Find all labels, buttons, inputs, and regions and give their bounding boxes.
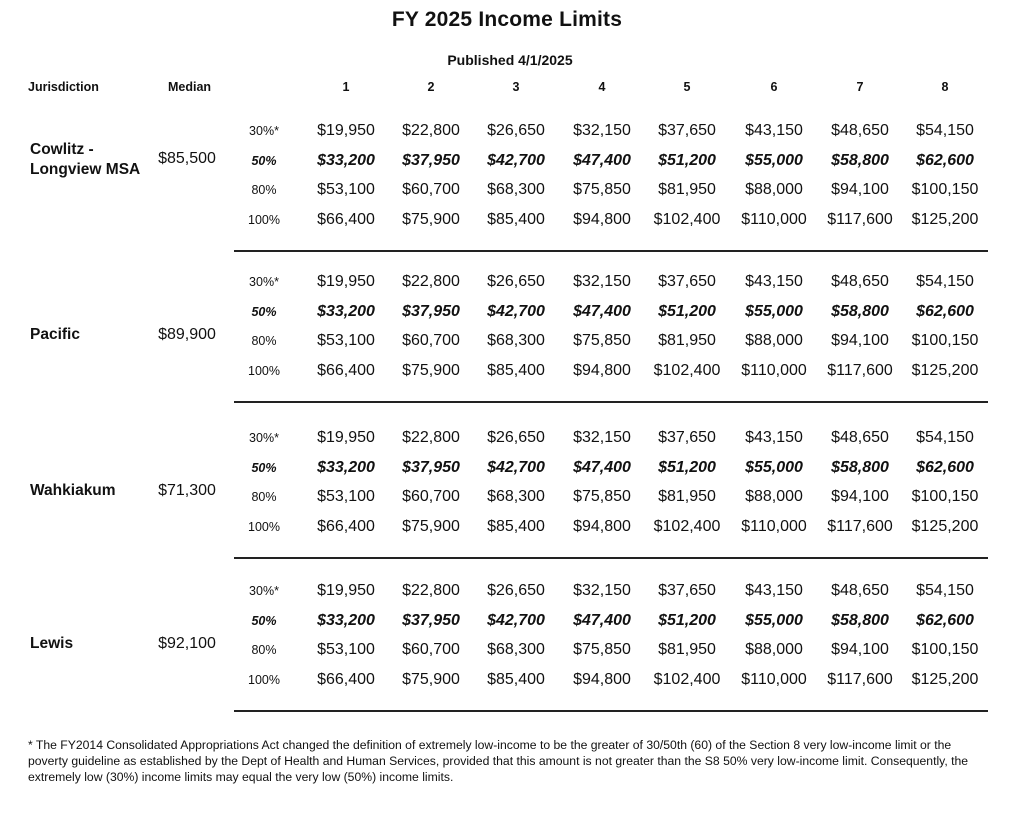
income-limit-cell: $68,300 [487,488,545,505]
income-limit-cell: $33,200 [317,302,375,320]
income-limit-cell: $110,000 [741,670,807,688]
income-limit-cell: $62,600 [916,458,974,476]
jurisdiction-header: Jurisdiction [28,80,99,94]
section-divider [234,710,988,712]
income-limit-cell: $37,650 [658,273,716,290]
income-row [0,429,1024,459]
income-limit-cell: $88,000 [745,332,803,349]
section-divider [234,401,988,403]
income-limit-cell: $94,800 [573,670,631,688]
jurisdiction-name-line: Longview MSA [30,161,141,178]
median-income: $92,100 [158,635,216,652]
income-limit-cell: $32,150 [573,273,631,290]
income-row [0,211,1024,241]
income-limit-cell: $110,000 [741,210,807,228]
income-limit-cell: $32,150 [573,122,631,139]
income-limit-cell: $68,300 [487,332,545,349]
income-limit-cell: $110,000 [741,361,807,379]
income-limit-cell: $117,600 [827,210,893,228]
income-limit-cell: $117,600 [827,361,893,379]
income-limit-cell: $75,900 [402,670,460,688]
income-limit-cell: $53,100 [317,332,375,349]
income-limit-cell: $37,950 [402,151,460,169]
income-percent-label: 100% [248,363,280,378]
income-limit-cell: $110,000 [741,517,807,535]
income-limit-cell: $88,000 [745,488,803,505]
income-percent-label: 30%* [249,275,279,289]
income-limit-cell: $102,400 [653,670,721,688]
income-limit-cell: $19,950 [317,582,375,599]
income-percent-label: 50% [251,153,277,168]
income-limit-cell: $43,150 [745,273,803,290]
income-limit-cell: $47,400 [573,302,631,320]
income-limit-cell: $55,000 [745,458,803,476]
income-limit-cell: $81,950 [658,181,716,198]
income-limit-cell: $75,900 [402,361,460,379]
income-limit-cell: $102,400 [653,210,721,228]
income-percent-label: 80% [251,643,277,657]
median-income: $89,900 [158,326,216,343]
income-limit-cell: $37,950 [402,611,460,629]
income-limit-cell: $94,100 [831,488,889,505]
income-percent-label: 100% [248,519,280,534]
published-date: Published 4/1/2025 [447,52,573,68]
income-limit-cell: $42,700 [487,458,545,476]
income-limit-cell: $33,200 [317,151,375,169]
income-limit-cell: $125,200 [911,517,979,535]
income-limit-cell: $47,400 [573,458,631,476]
median-header: Median [168,80,212,94]
income-limit-cell: $22,800 [402,122,460,139]
household-size-2-header: 2 [427,80,435,94]
income-limit-cell: $66,400 [317,670,375,688]
income-limit-cell: $100,150 [911,488,979,505]
income-limit-cell: $37,650 [658,582,716,599]
income-row [0,518,1024,548]
income-limit-cell: $66,400 [317,210,375,228]
income-limit-cell: $26,650 [487,122,545,139]
income-limit-cell: $22,800 [402,429,460,446]
income-limit-cell: $60,700 [402,181,460,198]
income-limit-cell: $53,100 [317,641,375,658]
income-row [0,181,1024,211]
income-limit-cell: $19,950 [317,122,375,139]
income-row [0,273,1024,303]
income-limit-cell: $100,150 [911,641,979,658]
income-percent-label: 30%* [249,124,279,138]
income-limit-cell: $58,800 [831,302,889,320]
income-limit-cell: $32,150 [573,429,631,446]
income-limit-cell: $58,800 [831,151,889,169]
income-limit-cell: $55,000 [745,302,803,320]
income-limit-cell: $125,200 [911,361,979,379]
income-limit-cell: $22,800 [402,273,460,290]
income-limit-cell: $94,800 [573,517,631,535]
income-limit-cell: $62,600 [916,302,974,320]
income-limit-cell: $100,150 [911,332,979,349]
income-row [0,671,1024,701]
income-limit-cell: $42,700 [487,302,545,320]
income-limit-cell: $48,650 [831,122,889,139]
income-limit-cell: $53,100 [317,181,375,198]
jurisdiction-name-line: Lewis [30,635,74,652]
income-limit-cell: $54,150 [916,122,974,139]
income-limit-cell: $102,400 [653,361,721,379]
income-limit-cell: $43,150 [745,429,803,446]
median-income: $85,500 [158,150,216,167]
income-limit-cell: $125,200 [911,670,979,688]
income-limit-cell: $26,650 [487,582,545,599]
income-percent-label: 50% [251,304,277,319]
income-percent-label: 50% [251,460,277,475]
income-limit-cell: $60,700 [402,332,460,349]
income-limit-cell: $48,650 [831,273,889,290]
income-limit-cell: $66,400 [317,361,375,379]
income-limit-cell: $85,400 [487,670,545,688]
income-limit-cell: $54,150 [916,429,974,446]
income-limit-cell: $60,700 [402,488,460,505]
income-limit-cell: $68,300 [487,181,545,198]
income-limit-cell: $48,650 [831,582,889,599]
income-limit-cell: $85,400 [487,361,545,379]
income-limit-cell: $117,600 [827,517,893,535]
income-row [0,612,1024,642]
income-limit-cell: $32,150 [573,582,631,599]
income-limit-cell: $94,800 [573,210,631,228]
household-size-5-header: 5 [683,80,691,94]
income-limit-cell: $117,600 [827,670,893,688]
income-percent-label: 30%* [249,431,279,445]
income-limit-cell: $55,000 [745,611,803,629]
income-limit-cell: $42,700 [487,611,545,629]
income-limit-cell: $47,400 [573,151,631,169]
income-limit-cell: $94,100 [831,332,889,349]
income-row [0,303,1024,333]
income-percent-label: 100% [248,672,280,687]
income-row [0,582,1024,612]
income-limit-cell: $22,800 [402,582,460,599]
household-size-1-header: 1 [342,80,350,94]
jurisdiction-name-line: Cowlitz - [30,141,94,158]
household-size-6-header: 6 [770,80,778,94]
income-limit-cell: $75,850 [573,181,631,198]
income-limit-cell: $43,150 [745,582,803,599]
income-row [0,152,1024,182]
income-limit-cell: $100,150 [911,181,979,198]
income-percent-label: 100% [248,212,280,227]
footnote: * The FY2014 Consolidated Appropriations Act changed the definition of extremely low-income to be the greater of 30/50th (60) of the Section 8 very low-income limit or the poverty guideline as established by the Dept of Health and Human Services, provided that this amount is not greater than the S8 50% very low-income limit. Consequently, the extremely low (30%) income limits may equal the very low (50%) income limits. [28,738,969,784]
income-limit-cell: $37,650 [658,429,716,446]
income-percent-label: 80% [251,334,277,348]
income-limit-cell: $48,650 [831,429,889,446]
income-limit-cell: $85,400 [487,210,545,228]
income-row [0,488,1024,518]
income-limit-cell: $102,400 [653,517,721,535]
income-limit-cell: $88,000 [745,181,803,198]
income-limit-cell: $51,200 [658,611,716,629]
income-limit-cell: $37,650 [658,122,716,139]
household-size-4-header: 4 [598,80,606,94]
income-limit-cell: $54,150 [916,273,974,290]
income-limit-cell: $51,200 [658,302,716,320]
income-limit-cell: $88,000 [745,641,803,658]
income-limit-cell: $81,950 [658,488,716,505]
jurisdiction-name-line: Wahkiakum [30,482,116,499]
income-limit-cell: $75,900 [402,210,460,228]
income-limit-cell: $85,400 [487,517,545,535]
income-limit-cell: $33,200 [317,611,375,629]
income-limit-cell: $75,850 [573,641,631,658]
income-limit-cell: $94,100 [831,641,889,658]
income-limit-cell: $51,200 [658,151,716,169]
income-limit-cell: $42,700 [487,151,545,169]
income-limit-cell: $33,200 [317,458,375,476]
income-limit-cell: $19,950 [317,273,375,290]
income-limit-cell: $66,400 [317,517,375,535]
income-percent-label: 30%* [249,584,279,598]
income-limit-cell: $19,950 [317,429,375,446]
income-percent-label: 80% [251,490,277,504]
income-limit-cell: $43,150 [745,122,803,139]
income-limit-cell: $54,150 [916,582,974,599]
income-row [0,362,1024,392]
income-limit-cell: $26,650 [487,429,545,446]
income-limit-cell: $94,100 [831,181,889,198]
income-limit-cell: $53,100 [317,488,375,505]
income-limit-cell: $75,850 [573,332,631,349]
income-limit-cell: $75,850 [573,488,631,505]
household-size-7-header: 7 [856,80,864,94]
income-limit-cell: $75,900 [402,517,460,535]
income-limit-cell: $26,650 [487,273,545,290]
income-limit-cell: $58,800 [831,458,889,476]
section-divider [234,557,988,559]
page-title: FY 2025 Income Limits [391,8,623,31]
income-limit-cell: $81,950 [658,641,716,658]
median-income: $71,300 [158,482,216,499]
income-percent-label: 50% [251,613,277,628]
jurisdiction-name-line: Pacific [30,326,80,343]
income-limit-cell: $68,300 [487,641,545,658]
income-limit-cell: $51,200 [658,458,716,476]
income-limit-cell: $58,800 [831,611,889,629]
income-limit-cell: $60,700 [402,641,460,658]
income-row [0,459,1024,489]
income-row [0,641,1024,671]
income-percent-label: 80% [251,183,277,197]
income-limit-cell: $37,950 [402,458,460,476]
household-size-8-header: 8 [941,80,949,94]
income-limit-cell: $94,800 [573,361,631,379]
income-limit-cell: $81,950 [658,332,716,349]
income-limit-cell: $62,600 [916,611,974,629]
income-limit-cell: $62,600 [916,151,974,169]
income-limit-cell: $37,950 [402,302,460,320]
income-limit-cell: $47,400 [573,611,631,629]
income-row [0,122,1024,152]
income-limit-cell: $55,000 [745,151,803,169]
income-limit-cell: $125,200 [911,210,979,228]
household-size-3-header: 3 [512,80,520,94]
section-divider [234,250,988,252]
income-row [0,332,1024,362]
